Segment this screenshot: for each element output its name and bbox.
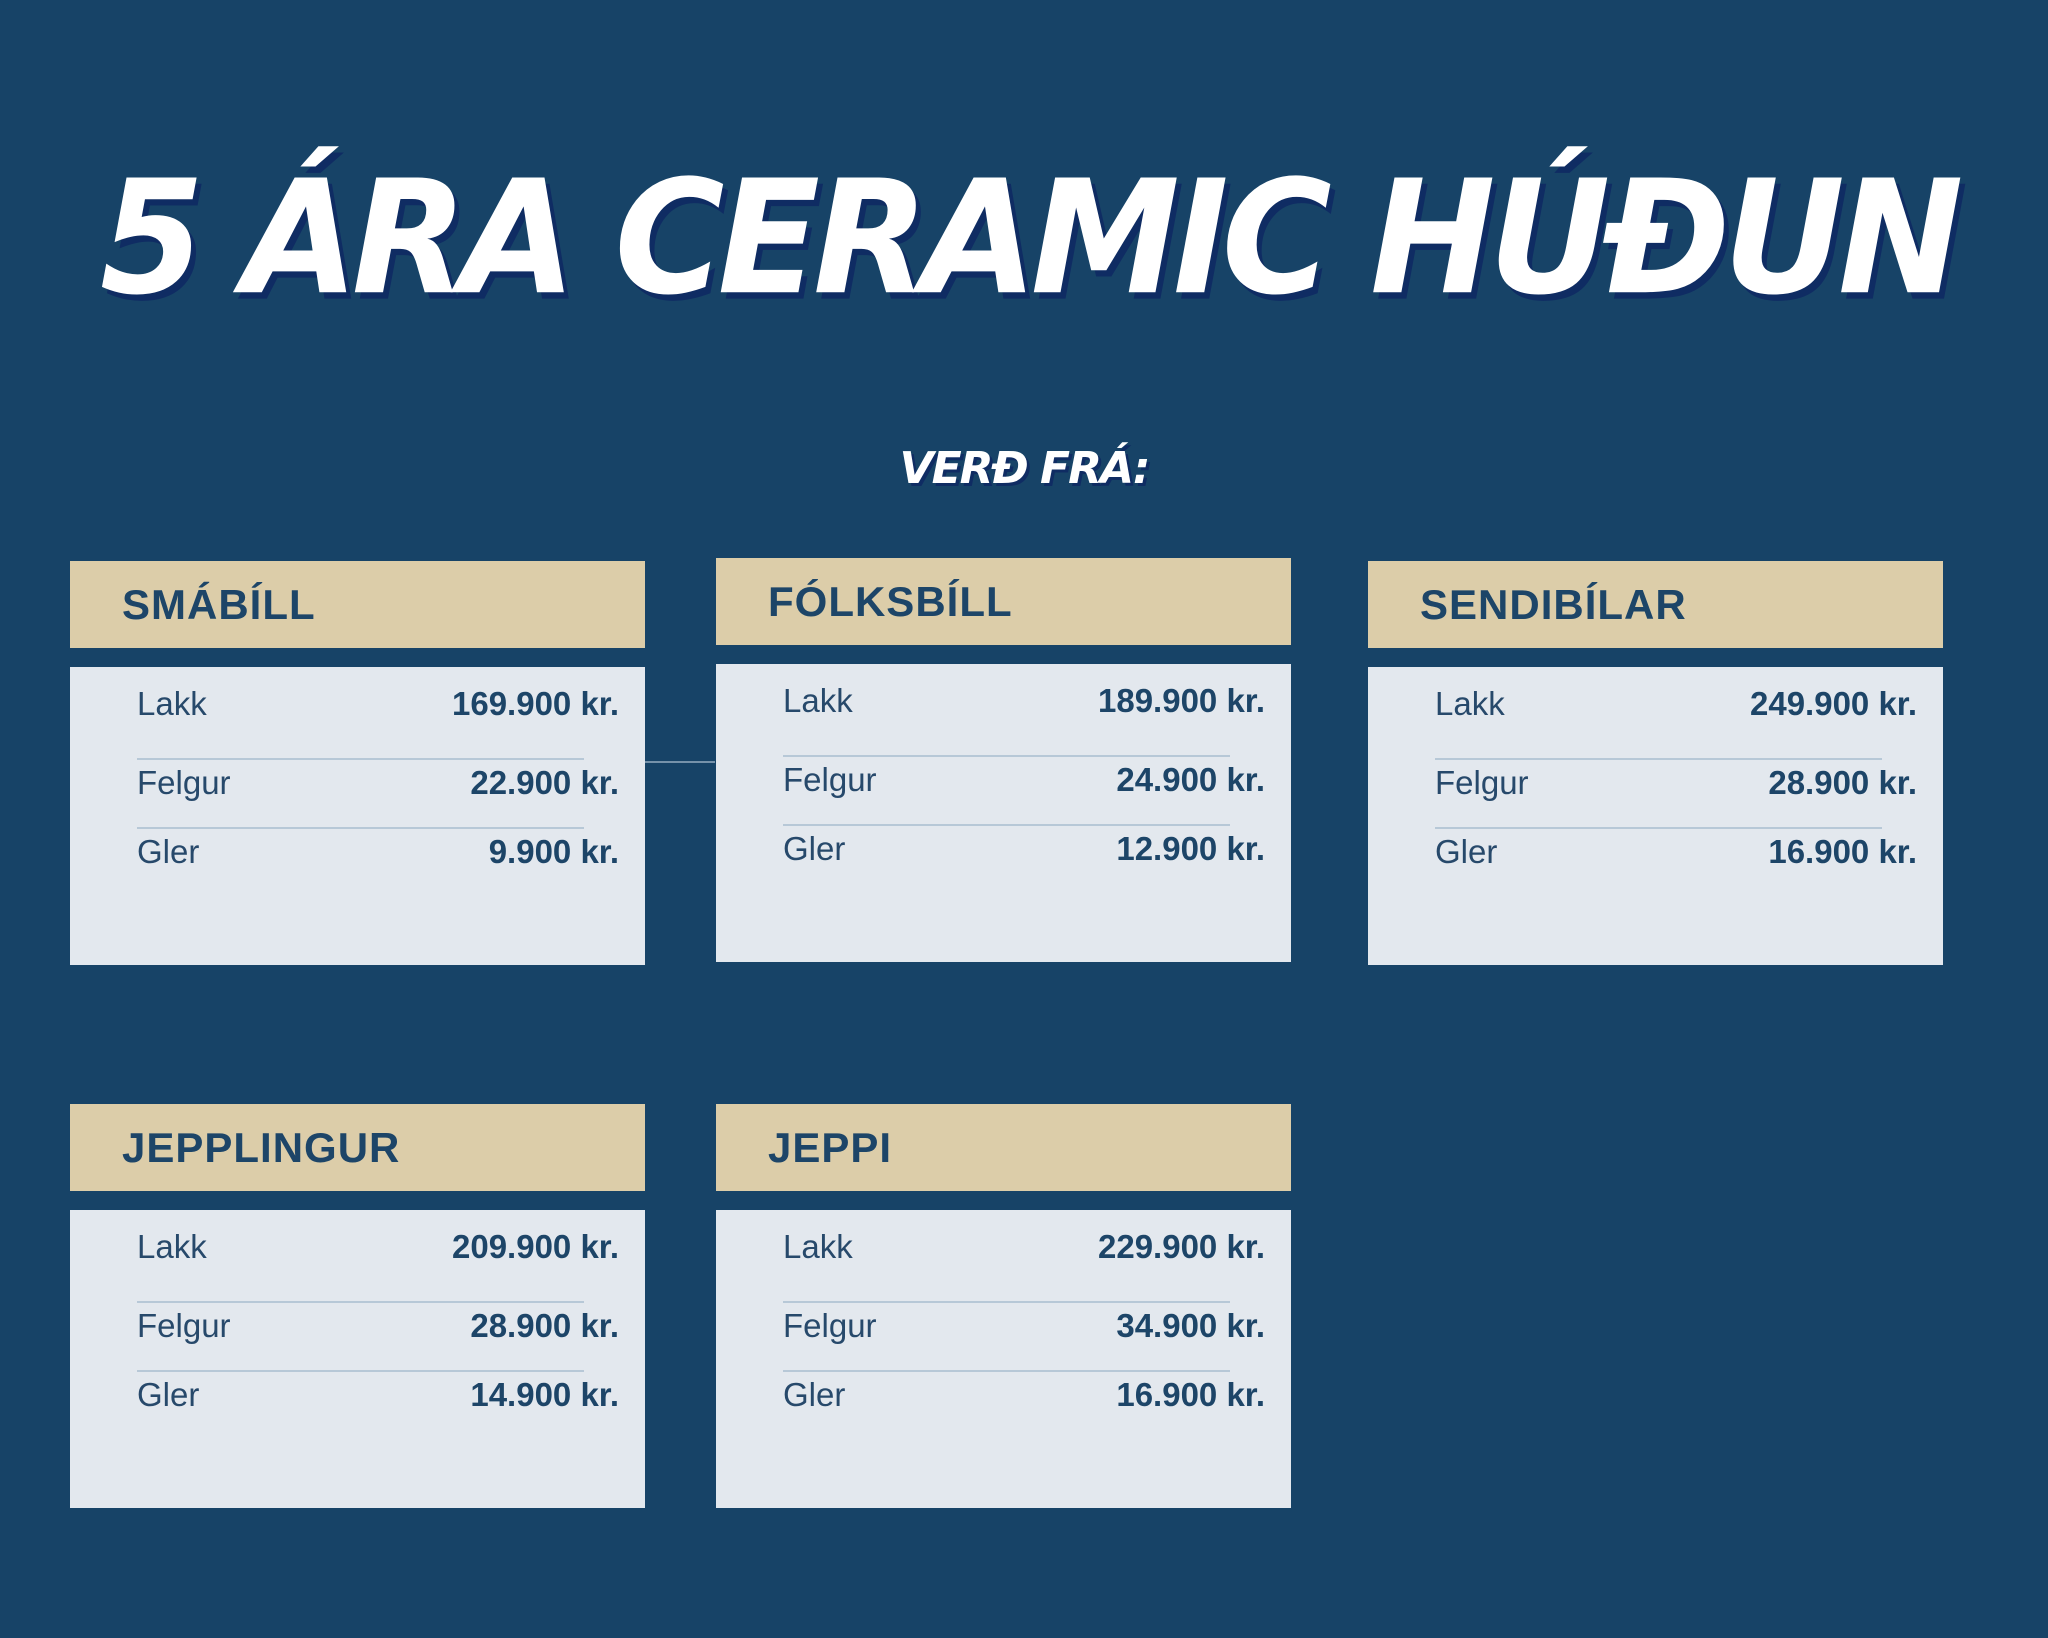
row-price: 14.900 kr.	[470, 1376, 619, 1413]
row-price: 209.900 kr.	[452, 1228, 619, 1265]
page-title: 5 ÁRA CERAMIC HÚÐUN	[100, 147, 1957, 331]
card-header	[70, 1104, 645, 1191]
card-title: SMÁBÍLL	[122, 580, 316, 628]
row-price: 169.900 kr.	[452, 685, 619, 722]
row-price: 12.900 kr.	[1116, 830, 1265, 867]
price-row	[137, 1370, 619, 1420]
card-body	[1368, 667, 1943, 965]
row-label: Gler	[783, 830, 846, 867]
row-price: 16.900 kr.	[1116, 1376, 1265, 1413]
price-row	[1435, 758, 1917, 808]
card-title: JEPPI	[768, 1123, 893, 1171]
card-body	[716, 664, 1291, 962]
price-row	[1435, 827, 1917, 877]
row-label: Gler	[137, 1376, 200, 1413]
card-header	[716, 1104, 1291, 1191]
price-row	[137, 827, 619, 877]
row-price: 22.900 kr.	[470, 764, 619, 801]
row-label: Gler	[1435, 833, 1498, 870]
row-label: Felgur	[783, 761, 877, 798]
price-row	[783, 824, 1265, 874]
row-label: Felgur	[783, 1307, 877, 1344]
row-price: 34.900 kr.	[1116, 1307, 1265, 1344]
row-label: Lakk	[137, 1228, 207, 1265]
card-body	[70, 1210, 645, 1508]
price-row	[1435, 679, 1917, 729]
row-price: 229.900 kr.	[1098, 1228, 1265, 1265]
price-row	[783, 1301, 1265, 1351]
row-price: 9.900 kr.	[488, 833, 619, 870]
row-price: 28.900 kr.	[470, 1307, 619, 1344]
row-label: Felgur	[1435, 764, 1529, 801]
price-row	[137, 1222, 619, 1272]
card-title: FÓLKSBÍLL	[768, 577, 1013, 625]
price-row	[137, 679, 619, 729]
price-row	[137, 758, 619, 808]
price-from-heading: VERÐ FRÁ:	[899, 443, 1149, 494]
row-label: Felgur	[137, 764, 231, 801]
card-header	[1368, 561, 1943, 648]
row-label: Lakk	[783, 682, 853, 719]
row-price: 189.900 kr.	[1098, 682, 1265, 719]
price-row	[783, 1370, 1265, 1420]
row-price: 16.900 kr.	[1768, 833, 1917, 870]
row-label: Lakk	[1435, 685, 1505, 722]
card-header	[70, 561, 645, 648]
card-body	[716, 1210, 1291, 1508]
price-row	[137, 1301, 619, 1351]
card-header	[716, 558, 1291, 645]
row-price: 249.900 kr.	[1750, 685, 1917, 722]
row-label: Lakk	[137, 685, 207, 722]
row-label: Gler	[137, 833, 200, 870]
card-title: JEPPLINGUR	[122, 1123, 401, 1171]
card-body	[70, 667, 645, 965]
row-price: 24.900 kr.	[1116, 761, 1265, 798]
card-title: SENDIBÍLAR	[1420, 580, 1687, 628]
row-price: 28.900 kr.	[1768, 764, 1917, 801]
row-label: Lakk	[783, 1228, 853, 1265]
price-row	[783, 755, 1265, 805]
price-row	[783, 1222, 1265, 1272]
price-row	[783, 676, 1265, 726]
row-label: Gler	[783, 1376, 846, 1413]
row-label: Felgur	[137, 1307, 231, 1344]
